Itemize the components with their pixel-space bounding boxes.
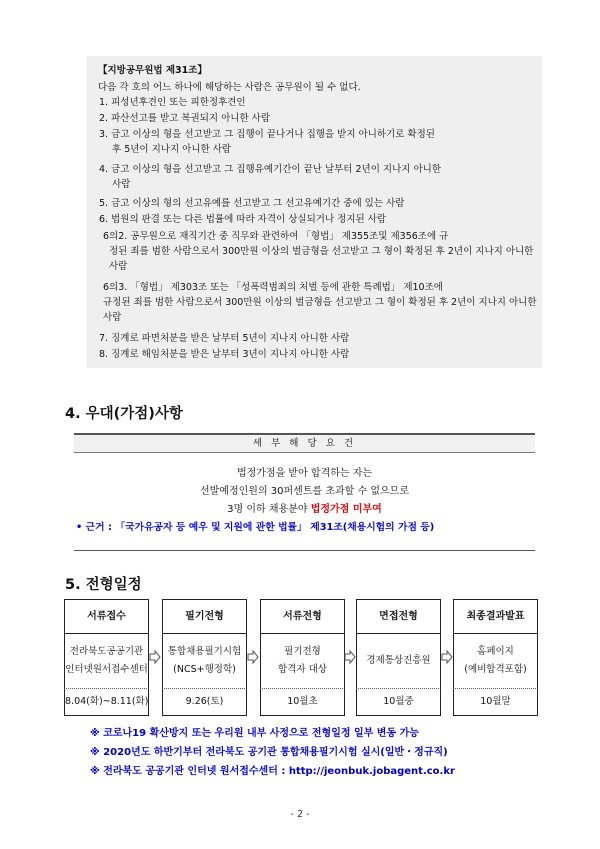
schedule-step-body: 필기전형 합격자 대상	[260, 633, 345, 689]
schedule-step-title: 필기전형	[162, 599, 247, 633]
benefit-basis: • 근거 : 「국가유공자 등 예우 및 지원에 관한 법률」 제31조(채용시험의 가점 등)	[76, 522, 435, 533]
schedule-note: ※ 2020년도 하반기부터 전라북도 공기관 통합채용필기시험 실시(일반・정규직)	[90, 747, 448, 758]
schedule-step-body: 전라북도공공기관 인터넷원서접수센터	[64, 633, 149, 689]
schedule-step-title: 면접전형	[356, 599, 441, 633]
arrow-right-icon	[149, 650, 161, 664]
schedule-step-document-screening	[260, 599, 345, 716]
schedule-step-document-receipt	[64, 599, 149, 716]
law-intro: 다음 각 호의 어느 하나에 해당하는 사람은 공무원이 될 수 없다.	[98, 82, 361, 93]
law-item: 4. 금고 이상의 형을 선고받고 그 집행유예기간이 끝난 날부터 2년이 지나지 아니한 사람	[99, 164, 441, 190]
benefit-table-header: 세 부 해 당 요 건	[74, 433, 535, 453]
schedule-step-body: 홈페이지 (예비합격포함)	[453, 633, 538, 689]
benefit-line	[74, 500, 535, 515]
benefit-line: 법정가점을 받아 합격하는 자는	[236, 468, 373, 479]
law-title: 【지방공무원법 제31조】	[98, 65, 207, 76]
schedule-step-title: 서류접수	[64, 599, 149, 633]
law-item: 8. 징계로 해임처분을 받은 날부터 3년이 지나지 아니한 사람	[99, 349, 350, 360]
benefit-line-prefix: 3명 이하 채용분야	[227, 504, 308, 515]
schedule-step-date: 10월말	[453, 689, 538, 716]
law-item: 6. 법원의 판결 또는 다른 법률에 따라 자격이 상실되거나 정지된 사람	[99, 214, 387, 225]
law-item: 6의2. 공무원으로 재직기간 중 직무와 관련하여 「형법」 제355조및 제356조에 규 정된 죄를 범한 사람으로서 300만원 이상의 벌금형을 선고받고 그 형이 확정된 후 2년이 지나지 아니한 사람	[103, 231, 534, 272]
law-item: 2. 파산선고를 받고 복권되지 아니한 사람	[99, 113, 270, 124]
arrow-right-icon	[344, 650, 356, 664]
law-item: 6의3. 「형법」 제303조 또는 「성폭력범죄의 처벌 등에 관한 특례법」 제10조에 규정된 죄를 범한 사람으로서 300만원 이상의 벌금형을 선고받고 그 형이 확정된 후 2년이 지나지 아니한 사람	[103, 282, 537, 323]
schedule-step-title: 서류전형	[260, 599, 345, 633]
schedule-step-body: 통합채용필기시험 (NCS+행정학)	[162, 633, 247, 689]
schedule-step-interview	[356, 599, 441, 716]
schedule-step-title: 최종결과발표	[453, 599, 538, 633]
law-item: 5. 금고 이상의 형의 선고유예를 선고받고 그 선고유예기간 중에 있는 사람	[99, 198, 405, 209]
schedule-step-body: 경제통상진흥원	[356, 633, 441, 689]
schedule-step-date: 10월중	[356, 689, 441, 716]
divider	[74, 550, 535, 551]
schedule-note-url[interactable]: ※ 전라북도 공공기관 인터넷 원서접수센터 : http://jeonbuk.jobagent.co.kr	[90, 766, 455, 777]
schedule-step-written-exam	[162, 599, 247, 716]
schedule-note: ※ 코로나19 확산방지 또는 우리원 내부 사정으로 전형일정 일부 변동 가능	[90, 728, 419, 739]
schedule-step-final-result	[453, 599, 538, 716]
arrow-right-icon	[247, 650, 259, 664]
schedule-step-date: 8.04(화)~8.11(화)	[64, 689, 149, 716]
benefit-line: 선발예정인원의 30퍼센트를 초과할 수 없으므로	[200, 486, 409, 497]
schedule-step-date: 9.26(토)	[162, 689, 247, 716]
page-number: - 2 -	[290, 809, 310, 820]
section-5-heading: 5. 전형일정	[65, 577, 142, 593]
law-item: 1. 피성년후견인 또는 피한정후견인	[99, 97, 246, 108]
arrow-right-icon	[441, 650, 453, 664]
section-4-heading: 4. 우대(가점)사항	[65, 406, 183, 422]
law-item: 7. 징계로 파면처분을 받은 날부터 5년이 지나지 아니한 사람	[99, 333, 350, 344]
schedule-step-date: 10월초	[260, 689, 345, 716]
law-item: 3. 금고 이상의 형을 선고받고 그 집행이 끝나거나 집행을 받지 아니하기로 확정된 후 5년이 지나지 아니한 사람	[99, 129, 435, 155]
no-bonus-highlight: 법정가점 미부여	[310, 504, 382, 515]
